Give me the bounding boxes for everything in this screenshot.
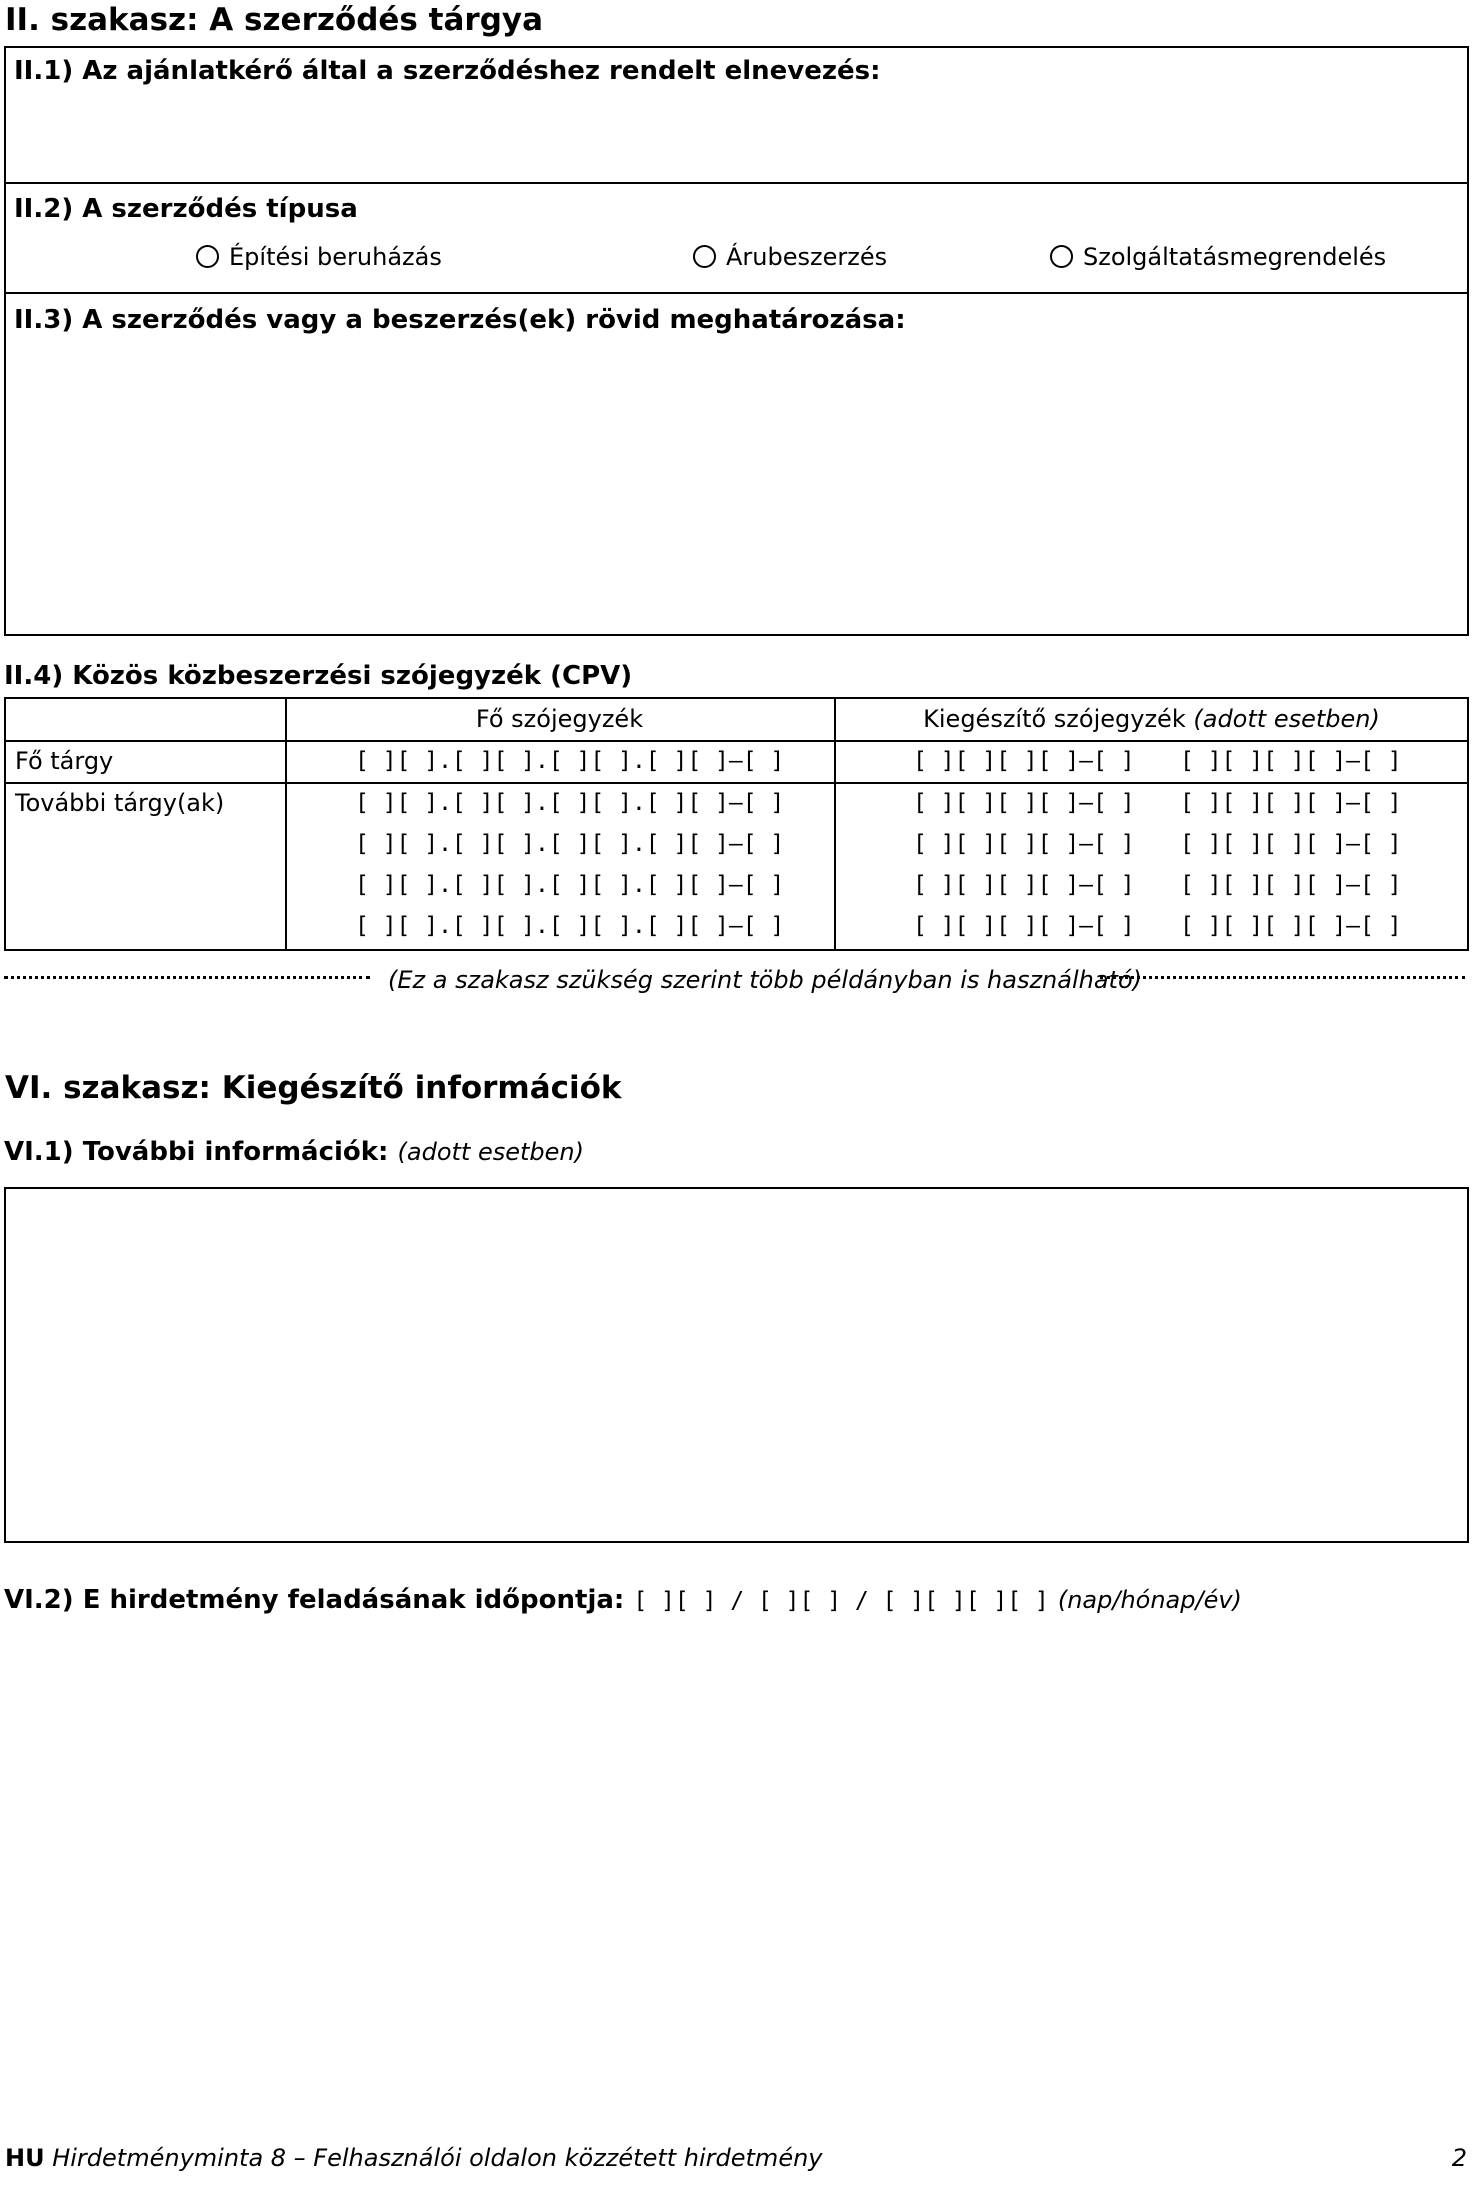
cpv-supp-code-field[interactable]: [ ][ ][ ][ ]–[ ]: [913, 790, 1135, 816]
field-label-vi2-text: VI.2) E hirdetmény feladásának időpontja:: [4, 1585, 625, 1615]
cpv-header-main: Fő szójegyzék: [475, 705, 644, 733]
cpv-supp-code-field[interactable]: [ ][ ][ ][ ]–[ ]: [913, 748, 1135, 774]
field-label-ii2: II.2) A szerződés típusa: [14, 194, 358, 224]
page-number: 2: [1451, 2144, 1467, 2172]
field-label-vi1: [4, 1137, 584, 1167]
cpv-supp-code-field[interactable]: [ ][ ][ ][ ]–[ ]: [1180, 790, 1402, 816]
cpv-header-supp-note: (adott esetben): [1193, 705, 1380, 733]
contract-name-field[interactable]: [14, 96, 1454, 176]
cpv-main-code-field[interactable]: [ ][ ].[ ][ ].[ ][ ].[ ][ ]–[ ]: [355, 872, 785, 898]
cpv-supp-code-field[interactable]: [ ][ ][ ][ ]–[ ]: [913, 913, 1135, 939]
additional-info-field[interactable]: [4, 1187, 1469, 1543]
radio-option-supplies[interactable]: [693, 243, 887, 271]
field-label-ii3: II.3) A szerződés vagy a beszerzés(ek) rövid meghatározása:: [14, 305, 906, 335]
divider: [4, 182, 1469, 184]
table-divider: [834, 697, 836, 951]
divider: [4, 292, 1469, 294]
footer: [5, 2144, 823, 2172]
cpv-supp-code-field[interactable]: [ ][ ][ ][ ]–[ ]: [913, 872, 1135, 898]
table-divider: [4, 782, 1469, 784]
cpv-supp-code-field[interactable]: [ ][ ][ ][ ]–[ ]: [1180, 913, 1402, 939]
cpv-supp-code-field[interactable]: [ ][ ][ ][ ]–[ ]: [1180, 831, 1402, 857]
cpv-main-code-field[interactable]: [ ][ ].[ ][ ].[ ][ ].[ ][ ]–[ ]: [355, 748, 785, 774]
footer-text: Hirdetményminta 8 – Felhasználói oldalon közzétett hirdetmény: [52, 2144, 823, 2172]
field-label-vi1-note: (adott esetben): [397, 1138, 584, 1166]
cpv-row-additional-label: További tárgy(ak): [15, 789, 225, 817]
radio-label: Szolgáltatásmegrendelés: [1083, 243, 1387, 271]
date-format-note: (nap/hónap/év): [1057, 1586, 1242, 1614]
radio-option-works[interactable]: [196, 243, 442, 271]
table-divider: [285, 697, 287, 951]
cpv-header-supp: [834, 705, 1469, 733]
cpv-main-code-field[interactable]: [ ][ ].[ ][ ].[ ][ ].[ ][ ]–[ ]: [355, 831, 785, 857]
cpv-header-supp-label: Kiegészítő szójegyzék: [923, 705, 1186, 733]
radio-label: Árubeszerzés: [726, 243, 888, 271]
radio-label: Építési beruházás: [229, 243, 442, 271]
radio-icon[interactable]: [196, 245, 219, 268]
date-field[interactable]: [ ][ ] / [ ][ ] / [ ][ ][ ][ ]: [633, 1588, 1049, 1614]
cpv-main-code-field[interactable]: [ ][ ].[ ][ ].[ ][ ].[ ][ ]–[ ]: [355, 913, 785, 939]
repeat-note: (Ez a szakasz szükség szerint több példányban is használható): [388, 966, 1143, 994]
cpv-row-main-label: Fő tárgy: [15, 747, 114, 775]
dotted-leader: [1100, 976, 1465, 979]
cpv-supp-code-field[interactable]: [ ][ ][ ][ ]–[ ]: [1180, 872, 1402, 898]
cpv-main-code-field[interactable]: [ ][ ].[ ][ ].[ ][ ].[ ][ ]–[ ]: [355, 790, 785, 816]
field-label-vi2: [4, 1585, 1242, 1615]
field-label-ii1: II.1) Az ajánlatkérő által a szerződéshez rendelt elnevezés:: [14, 56, 881, 86]
field-label-vi1-text: VI.1) További információk:: [4, 1137, 389, 1167]
footer-lang: HU: [5, 2144, 45, 2172]
cpv-supp-code-field[interactable]: [ ][ ][ ][ ]–[ ]: [913, 831, 1135, 857]
radio-icon[interactable]: [693, 245, 716, 268]
radio-option-services[interactable]: [1050, 243, 1386, 271]
table-divider: [4, 740, 1469, 742]
field-label-ii4: II.4) Közös közbeszerzési szójegyzék (CPV): [4, 661, 633, 691]
radio-icon[interactable]: [1050, 245, 1073, 268]
section-title-ii: II. szakasz: A szerződés tárgya: [5, 2, 544, 38]
cpv-supp-code-field[interactable]: [ ][ ][ ][ ]–[ ]: [1180, 748, 1402, 774]
dotted-leader: [4, 976, 370, 979]
short-description-field[interactable]: [14, 345, 1454, 625]
section-title-vi: VI. szakasz: Kiegészítő információk: [5, 1070, 622, 1106]
